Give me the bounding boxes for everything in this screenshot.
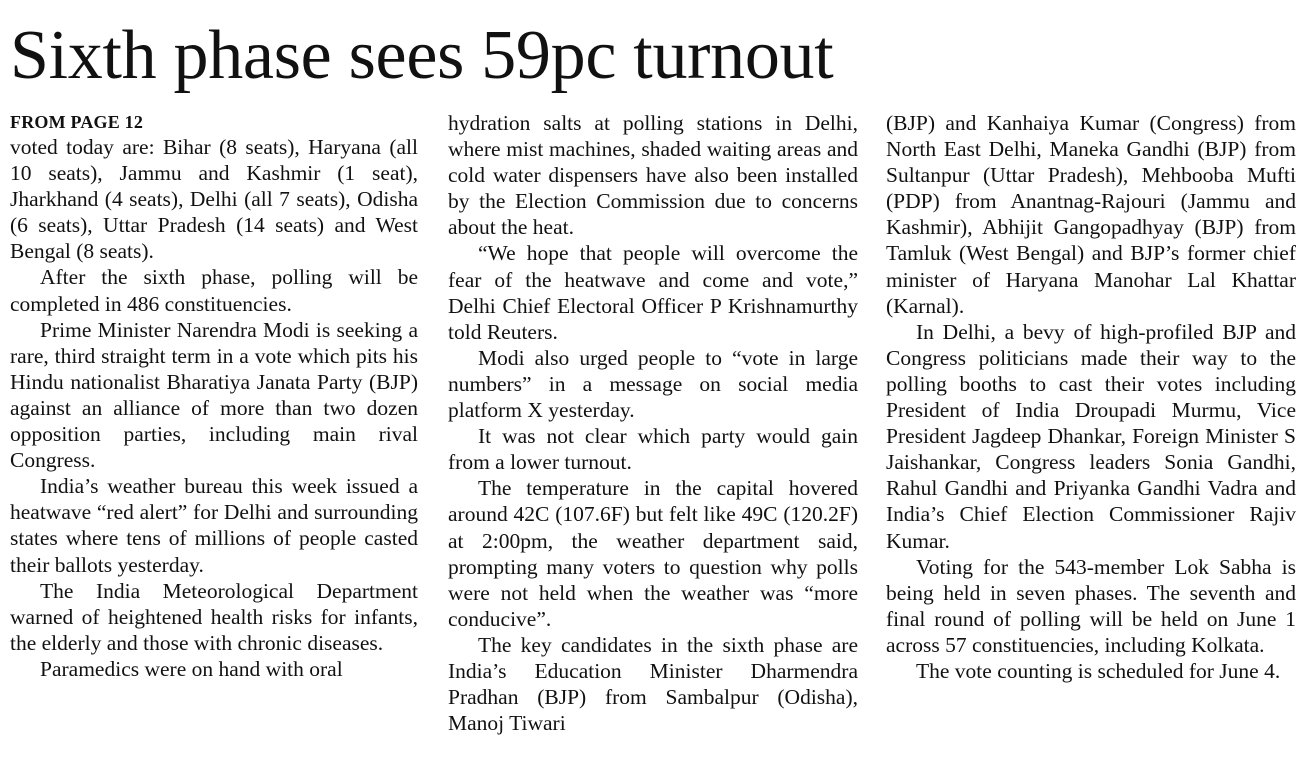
article-body bbox=[10, 110, 1296, 750]
paragraph: It was not clear which party would gain from a lower turnout. bbox=[448, 424, 858, 475]
paragraph: The temperature in the capital hovered around 42C (107.6F) but felt like 49C (120.2F) at 2:00pm, the weather department said, prompting many voters to question why polls were not held when the weather was “more conducive”. bbox=[448, 476, 858, 631]
article-column-1 bbox=[10, 110, 418, 750]
paragraph: In Delhi, a bevy of high-profiled BJP and Congress politicians made their way to the polling booths to cast their votes including President of India Droupadi Murmu, Vice President Jagdeep Dhankar, Foreign Minister S Jaishankar, Congress leaders Sonia Gandhi, Rahul Gandhi and Priyanka Gandhi Vadra and India’s Chief Election Commissioner Rajiv Kumar. bbox=[886, 319, 1296, 553]
paragraph: Voting for the 543-member Lok Sabha is being held in seven phases. The seventh and final round of polling will be held on June 1 across 57 constituencies, including Kolkata. bbox=[886, 554, 1296, 657]
paragraph: hydration salts at polling stations in Delhi, where mist machines, shaded waiting areas and cold water dispensers have also been installed by the Election Commission due to concerns about the heat. bbox=[448, 111, 858, 240]
headline: Sixth phase sees 59pc turnout bbox=[10, 17, 834, 94]
paragraph: The key candidates in the sixth phase are India’s Education Minister Dharmendra Pradhan (BJP) from Sambalpur (Odisha), Manoj Tiwari bbox=[448, 632, 858, 736]
article-column-3 bbox=[886, 110, 1296, 750]
paragraph: Prime Minister Narendra Modi is seeking a rare, third straight term in a vote which pits his Hindu nationalist Bharatiya Janata Party (BJP) against an alliance of more than two dozen opposition parties, including main rival Congress. bbox=[10, 317, 418, 473]
paragraph: India’s weather bureau this week issued a heatwave “red alert” for Delhi and surrounding states where tens of millions of people casted their ballots yesterday. bbox=[10, 474, 418, 577]
paragraph: “We hope that people will overcome the fear of the heatwave and come and vote,” Delhi Chief Electoral Officer P Krishnamurthy told Reuters. bbox=[448, 241, 858, 344]
paragraph: voted today are: Bihar (8 seats), Haryana (all 10 seats), Jammu and Kashmir (1 seat), Jharkhand (4 seats), Delhi (all 7 seats), Odisha (6 seats), Uttar Pradesh (14 seats) and West Bengal (8 seats). bbox=[10, 135, 418, 264]
paragraph: (BJP) and Kanhaiya Kumar (Congress) from North East Delhi, Maneka Gandhi (BJP) from Sultanpur (Uttar Pradesh), Mehbooba Mufti (PDP) from Anantnag-Rajouri (Jammu and Kashmir), Abhijit Gangopadhyay (BJP) from Tamluk (West Bengal) and BJP’s former chief minister of Haryana Manohar Lal Khattar (Karnal). bbox=[886, 111, 1296, 318]
paragraph: Paramedics were on hand with oral bbox=[40, 656, 343, 681]
continuation-kicker: FROM PAGE 12 bbox=[10, 112, 144, 132]
paragraph: Modi also urged people to “vote in large numbers” in a message on social media platform X yesterday. bbox=[448, 345, 858, 423]
article-column-2 bbox=[448, 110, 858, 750]
paragraph: The vote counting is scheduled for June 4. bbox=[916, 658, 1281, 683]
paragraph: After the sixth phase, polling will be completed in 486 constituencies. bbox=[10, 265, 418, 316]
paragraph: The India Meteorological Department warned of heightened health risks for infants, the elderly and those with chronic diseases. bbox=[10, 578, 418, 655]
